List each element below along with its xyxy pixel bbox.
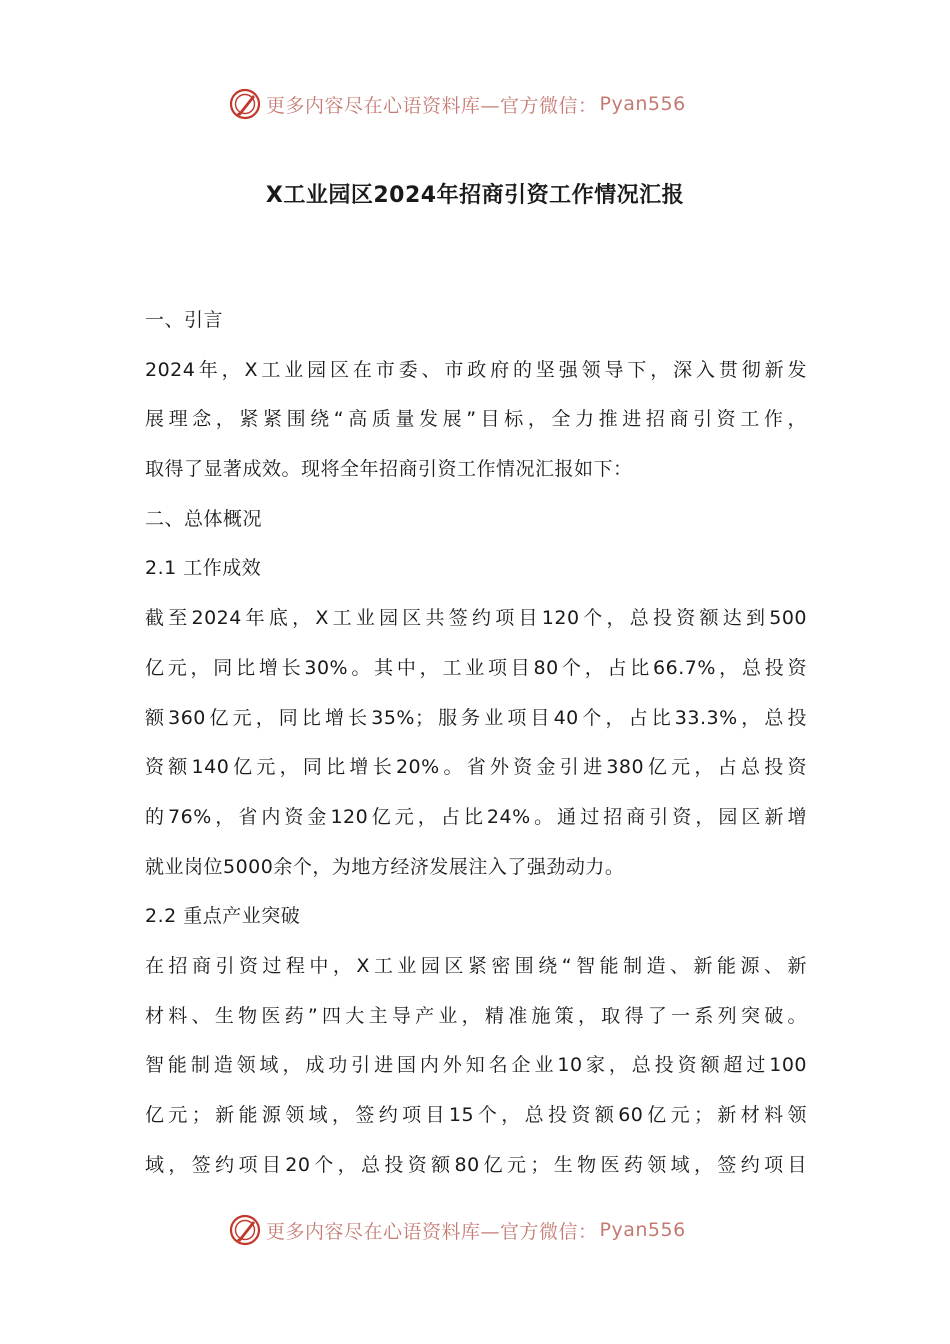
- quill-logo-icon: [228, 87, 262, 121]
- watermark-text: 更多内容尽在心语资料库—官方微信：: [266, 1220, 598, 1243]
- document-title: X工业园区2024年招商引资工作情况汇报: [265, 183, 685, 208]
- paragraph-line: 额360亿元，同比增长35%；服务业项目40个，占比33.3%，总投: [145, 706, 807, 729]
- paragraph-line: 亿元，同比增长30%。其中，工业项目80个，占比66.7%，总投资: [145, 656, 807, 679]
- paragraph-line: 二、总体概况: [145, 507, 263, 530]
- paragraph-line: 2.2 重点产业突破: [145, 905, 301, 928]
- paragraph-line: 亿元；新能源领域，签约项目15个，总投资额60亿元；新材料领: [145, 1104, 807, 1126]
- paragraph-line: 资额140亿元，同比增长20%。省外资金引进380亿元，占总投资: [145, 756, 807, 779]
- paragraph-line: 的76%，省内资金120亿元，占比24%。通过招商引资，园区新增: [145, 805, 807, 828]
- paragraph-line: 材料、生物医药”四大主导产业，精准施策，取得了一系列突破。: [145, 1004, 807, 1027]
- watermark-handle: Pyan556: [599, 1219, 686, 1241]
- paragraph-line: 智能制造领域，成功引进国内外知名企业10家，总投资额超过100: [145, 1054, 807, 1077]
- paragraph-line: 一、引言: [145, 309, 224, 331]
- watermark-handle: Pyan556: [599, 93, 686, 115]
- paragraph-line: 截至2024年底，X工业园区共签约项目120个，总投资额达到500: [145, 607, 807, 630]
- paragraph-line: 展理念，紧紧围绕“高质量发展”目标，全力推进招商引资工作，: [145, 408, 807, 431]
- footer-watermark: [228, 1212, 686, 1248]
- header-watermark: [228, 86, 686, 122]
- document-body: [145, 296, 807, 1190]
- paragraph-line: 2.1 工作成效: [145, 557, 262, 580]
- quill-logo-icon: [228, 1213, 262, 1247]
- paragraph-line: 在招商引资过程中，X工业园区紧密围绕“智能制造、新能源、新: [145, 954, 807, 977]
- paragraph-line: 取得了显著成效。现将全年招商引资工作情况汇报如下：: [145, 458, 633, 481]
- paragraph-line: 2024年，X工业园区在市委、市政府的坚强领导下，深入贯彻新发: [145, 358, 807, 381]
- paragraph-line: 域，签约项目20个，总投资额80亿元；生物医药领域，签约项目: [145, 1153, 807, 1176]
- paragraph-line: 就业岗位5000余个，为地方经济发展注入了强劲动力。: [145, 855, 625, 878]
- watermark-text: 更多内容尽在心语资料库—官方微信：: [266, 94, 598, 117]
